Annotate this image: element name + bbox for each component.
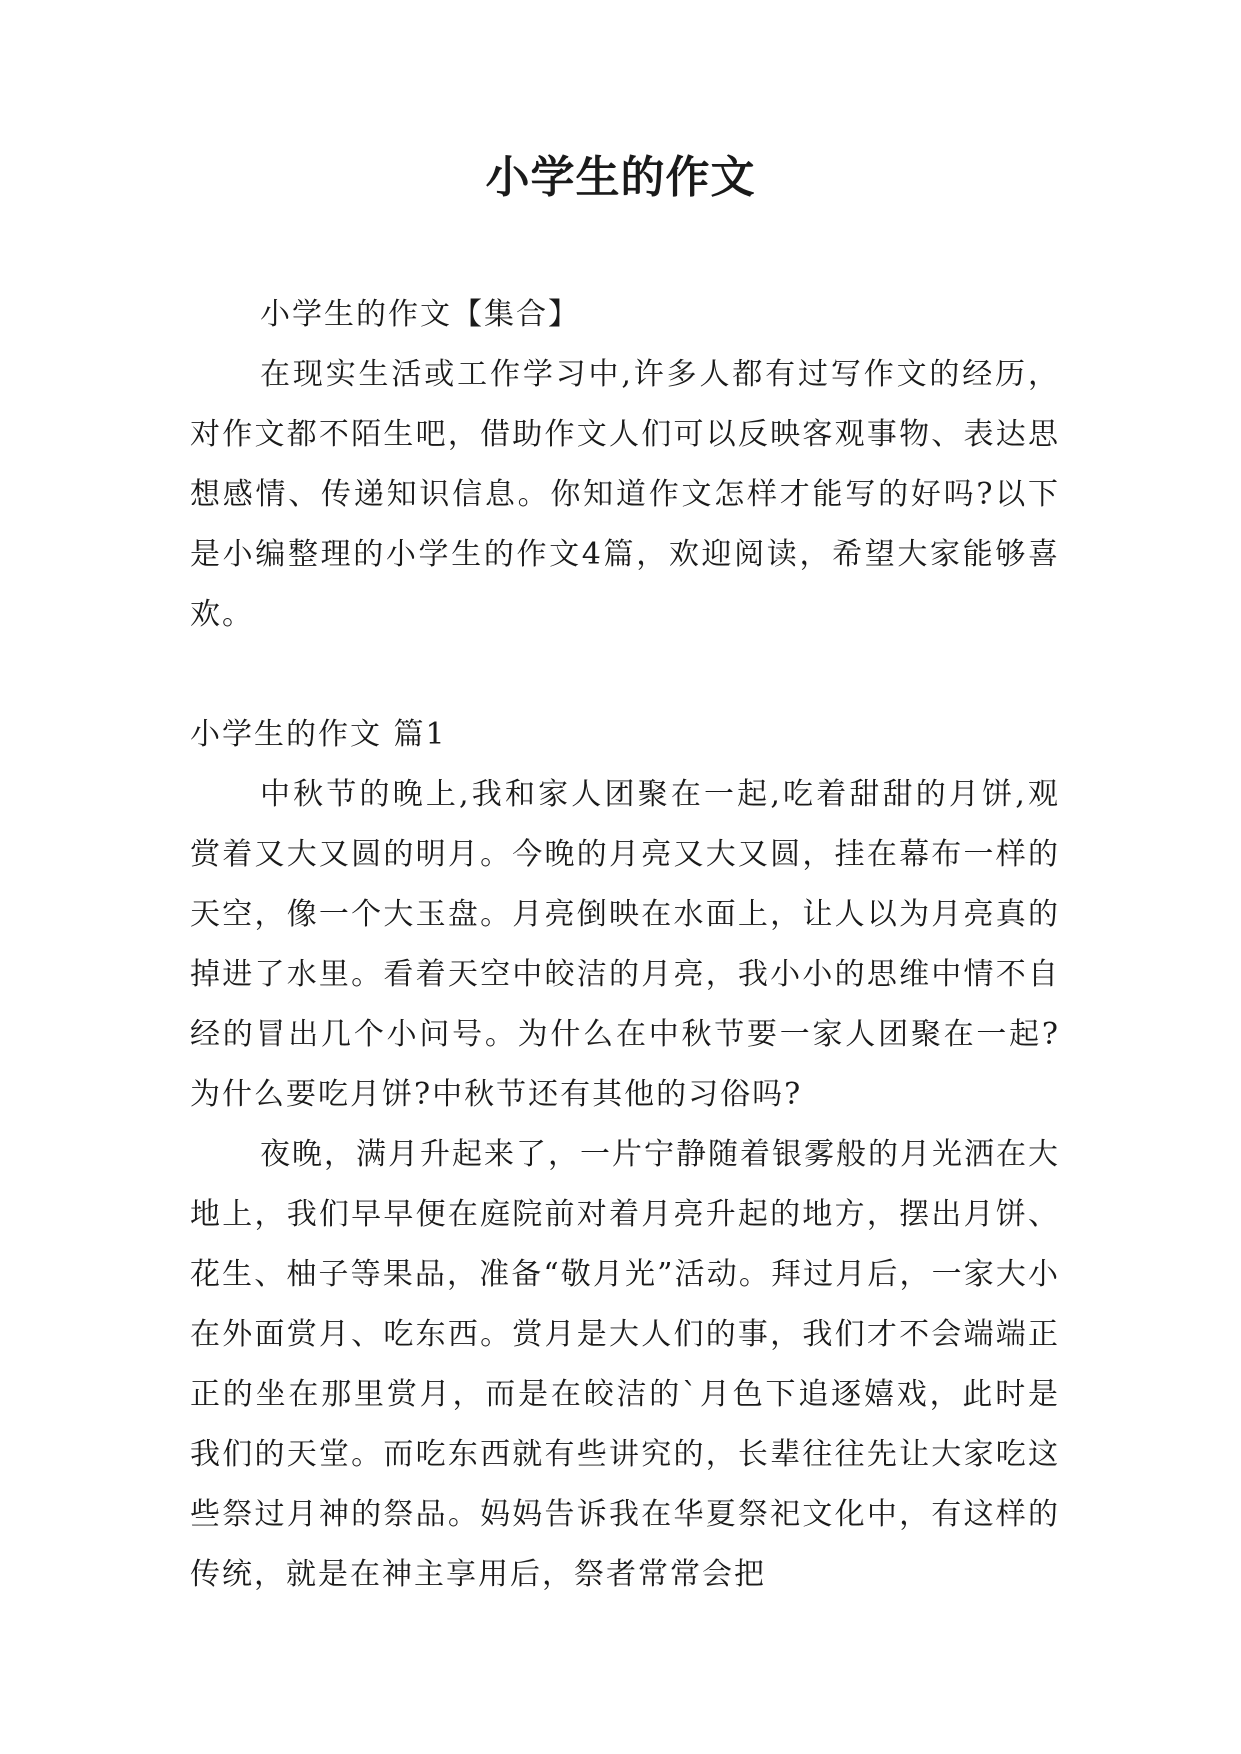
document-title: 小学生的作文 — [485, 152, 756, 203]
section-heading: 小学生的作文 篇1 — [190, 717, 447, 752]
section-paragraph-1: 中秋节的晚上,我和家人团聚在一起,吃着甜甜的月饼,观赏着又大又圆的明月。今晚的月亮又大又圆，挂在幕布一样的天空，像一个大玉盘。月亮倒映在水面上，让人以为月亮真的掉进了水里。看着天空中皎洁的月亮，我小小的思维中情不自经的冒出几个小问号。为什么在中秋节要一家人团聚在一起?为什么要吃月饼?中秋节还有其他的习俗吗? — [190, 777, 1060, 1112]
document-body — [190, 285, 1060, 1605]
document-subtitle: 小学生的作文【集合】 — [260, 297, 580, 332]
intro-paragraph: 在现实生活或工作学习中,许多人都有过写作文的经历，对作文都不陌生吧，借助作文人们可以反映客观事物、表达思想感情、传递知识信息。你知道作文怎样才能写的好吗?以下是小编整理的小学生的作文4篇，欢迎阅读，希望大家能够喜欢。 — [190, 357, 1060, 632]
section-paragraph-2: 夜晚，满月升起来了，一片宁静随着银雾般的月光洒在大地上，我们早早便在庭院前对着月亮升起的地方，摆出月饼、花生、柚子等果品，准备“敬月光”活动。拜过月后，一家大小在外面赏月、吃东西。赏月是大人们的事，我们才不会端端正正的坐在那里赏月，而是在皎洁的`月色下追逐嬉戏，此时是我们的天堂。而吃东西就有些讲究的，长辈往往先让大家吃这些祭过月神的祭品。妈妈告诉我在华夏祭祀文化中，有这样的传统，就是在神主享用后，祭者常常会把 — [190, 1137, 1060, 1592]
